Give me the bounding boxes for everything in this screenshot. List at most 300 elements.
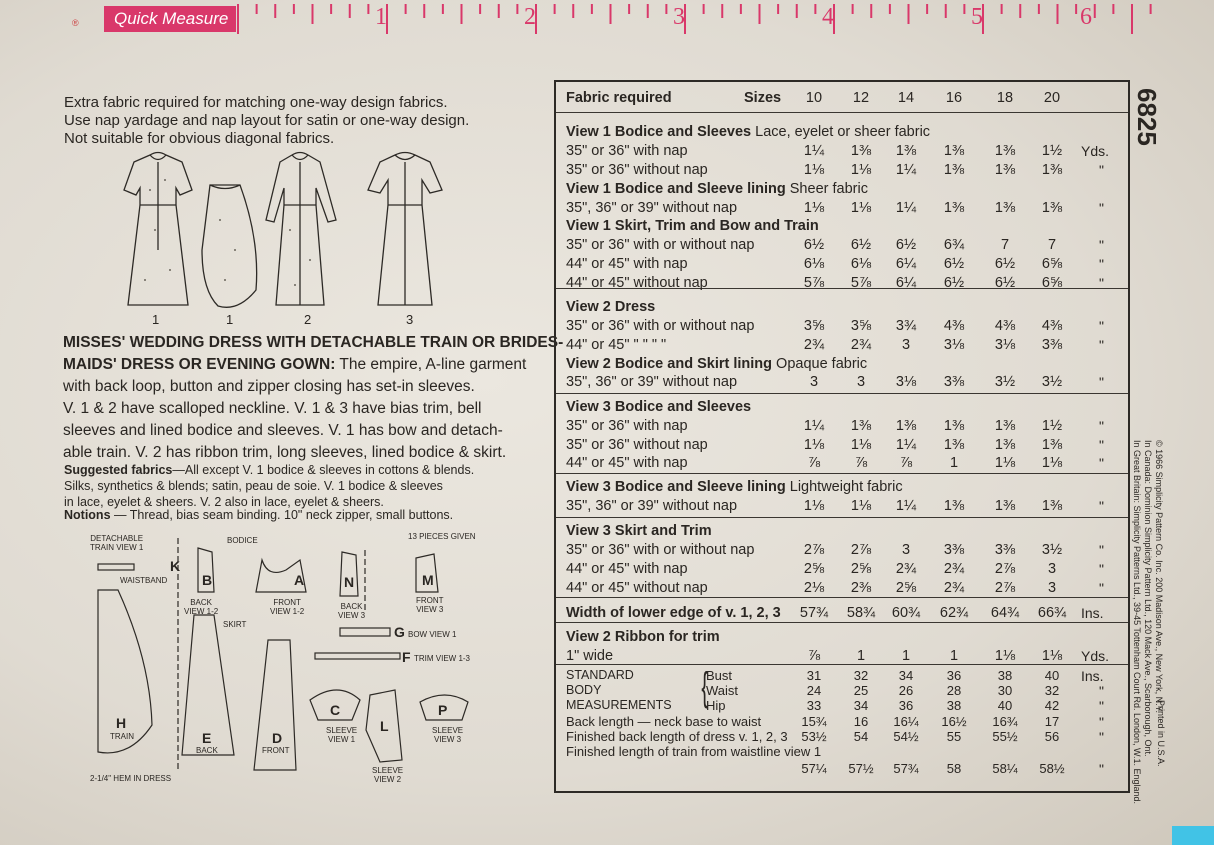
table-row-label: 44" or 45" without nap (566, 580, 708, 596)
size-header: 18 (996, 90, 1014, 106)
ruler-number: 4 (822, 4, 834, 30)
table-cell: 6⅝ (1041, 275, 1063, 291)
measurement-cell: 42 (1044, 698, 1060, 713)
table-cell: 3⅛ (994, 337, 1016, 353)
table-row-label: 35" or 36" without nap (566, 437, 708, 453)
length-cell: 16 (853, 714, 869, 729)
piece-k-label: WAISTBAND (120, 576, 168, 585)
measurement-cell: 36 (898, 698, 914, 713)
description-heading: MISSES' WEDDING DRESS WITH DETACHABLE TRAIN OR BRIDES- (63, 334, 564, 351)
row-divider (556, 622, 1128, 623)
length-cell: 57½ (848, 761, 874, 776)
table-row-label: 35", 36" or 39" without nap (566, 498, 738, 514)
table-cell: 6⅛ (850, 256, 872, 272)
table-unit: " (1099, 580, 1104, 596)
header-divider (556, 112, 1128, 113)
table-cell: 1⅜ (994, 437, 1016, 453)
table-row-label: View 3 Skirt and Trim (566, 523, 712, 539)
table-row-label: Width of lower edge of v. 1, 2, 3 (566, 605, 781, 621)
sketch-label: 1 (152, 312, 160, 327)
table-row-label: 35", 36" or 39" without nap (566, 200, 738, 216)
piece-c-label: SLEEVE VIEW 1 (326, 726, 358, 744)
ruler-number: 6 (1080, 4, 1092, 30)
table-cell: 5⅞ (803, 275, 825, 291)
notions-text: — Thread, bias seam binding. 10" neck zipper, small buttons. (110, 508, 454, 522)
table-cell: 3 (901, 542, 911, 558)
measurement-label: STANDARD (566, 668, 634, 682)
intro-line: Not suitable for obvious diagonal fabrics. (64, 130, 335, 147)
table-cell: 3⅛ (943, 337, 965, 353)
row-fabric-type: Lace, eyelet or sheer fabric (751, 124, 931, 140)
table-cell: 1¼ (803, 143, 825, 159)
table-cell: 1¼ (895, 437, 917, 453)
garment-sketches (110, 150, 540, 315)
quick-measure-badge: Quick Measure (104, 6, 236, 32)
table-cell: 1⅜ (1041, 498, 1063, 514)
sketch-label: 1 (226, 312, 234, 327)
measurement-cell: 38 (997, 668, 1013, 683)
table-cell: 6½ (850, 237, 872, 253)
table-cell: 2⅞ (994, 561, 1016, 577)
table-unit: " (1099, 729, 1104, 745)
length-cell: 55½ (992, 729, 1018, 744)
table-row-label: View 2 Ribbon for trim (566, 629, 720, 645)
table-cell: 1⅜ (895, 143, 917, 159)
table-cell: 3⅜ (994, 542, 1016, 558)
length-cell: 16¾ (992, 714, 1018, 729)
table-row-label: 35" or 36" with or without nap (566, 542, 755, 558)
table-cell: 6⅝ (1041, 256, 1063, 272)
table-unit: " (1099, 714, 1104, 730)
table-row-label: 35" or 36" with or without nap (566, 318, 755, 334)
table-unit: " (1099, 761, 1104, 777)
ruler-number: 3 (673, 4, 685, 30)
sketch-view-1-dress (124, 153, 192, 306)
row-divider (556, 597, 1128, 598)
table-cell: 3½ (1041, 542, 1063, 558)
table-cell: 1⅜ (1041, 200, 1063, 216)
table-cell: 66¾ (1037, 605, 1067, 621)
sizes-label: Sizes (744, 90, 782, 106)
table-cell: 1¼ (895, 162, 917, 178)
table-unit: " (1099, 698, 1104, 714)
table-cell: 6½ (895, 237, 917, 253)
length-cell: 58¼ (992, 761, 1018, 776)
copyright-line: © 1966 Simplicity Pattern Co. Inc. 200 Madison Ave., New York, N.Y. (1154, 440, 1164, 713)
table-cell: 1⅜ (850, 143, 872, 159)
piece-n-label: BACK VIEW 3 (338, 602, 366, 620)
measurement-part: Bust (706, 668, 733, 683)
table-cell: 1¼ (895, 200, 917, 216)
row-divider (556, 664, 1128, 665)
table-cell: 2⅜ (850, 580, 872, 596)
table-cell: 1⅛ (850, 162, 872, 178)
length-cell: 54 (853, 729, 869, 744)
table-cell: 1⅛ (1041, 648, 1063, 664)
measurement-cell: 24 (806, 683, 822, 698)
sketch-label: 2 (304, 312, 312, 327)
blue-tab (1172, 826, 1214, 845)
size-header: 14 (897, 90, 915, 106)
table-cell: 3⅜ (1041, 337, 1063, 353)
table-cell: 1⅛ (850, 200, 872, 216)
table-cell: 1¼ (803, 418, 825, 434)
table-cell: 2⅛ (803, 580, 825, 596)
description-heading: MAIDS' DRESS OR EVENING GOWN: (63, 356, 336, 373)
table-cell: 1⅜ (994, 143, 1016, 159)
description-text: with back loop, button and zipper closing has set-in sleeves. (63, 378, 475, 395)
table-cell: 3 (809, 374, 819, 390)
table-cell: 2⅞ (994, 580, 1016, 596)
pattern-number: 6825 (1132, 88, 1162, 146)
copyright-line: In Great Britain: Simplicity Patterns Ltd., 39-45 Tottenham Court Rd. London, W.1. England. (1132, 440, 1142, 805)
table-cell: 3 (901, 337, 911, 353)
table-cell: 1⅛ (994, 455, 1016, 471)
table-cell: 3½ (994, 374, 1016, 390)
length-label: Finished length of train from waistline view 1 (566, 744, 822, 759)
table-cell: 3½ (1041, 374, 1063, 390)
ruler-number: 5 (971, 4, 983, 30)
length-cell: 56 (1044, 729, 1060, 744)
table-cell: 7 (1047, 237, 1057, 253)
table-row-label: 35" or 36" with or without nap (566, 237, 755, 253)
table-unit: " (1099, 455, 1104, 471)
table-row-label: View 1 Skirt, Trim and Bow and Train (566, 218, 819, 234)
table-cell: 3⅜ (943, 542, 965, 558)
measurement-cell: 40 (997, 698, 1013, 713)
measurement-cell: 36 (946, 668, 962, 683)
table-cell: 6¼ (895, 275, 917, 291)
table-cell: 1⅛ (803, 200, 825, 216)
length-cell: 15¾ (801, 714, 827, 729)
ruler-ticks (104, 0, 1214, 38)
table-row-label: 35" or 36" with nap (566, 418, 688, 434)
table-unit: Ins. (1081, 605, 1104, 621)
table-cell: 6½ (994, 256, 1016, 272)
table-row-label: 44" or 45" " " " " (566, 337, 667, 353)
table-unit: " (1099, 542, 1104, 558)
piece-f-letter: F (402, 649, 411, 665)
table-cell: 1 (856, 648, 866, 664)
table-cell: 7 (1000, 237, 1010, 253)
table-cell: 3¾ (895, 318, 917, 334)
table-cell: 1⅛ (850, 498, 872, 514)
measurement-cell: 34 (898, 668, 914, 683)
table-cell: 2¾ (943, 580, 965, 596)
size-header: 20 (1043, 90, 1061, 106)
table-cell: 1⅜ (1041, 437, 1063, 453)
row-fabric-type: Lightweight fabric (785, 479, 903, 495)
table-unit: " (1099, 498, 1104, 514)
table-unit: " (1099, 683, 1104, 699)
table-cell: 1⅛ (1041, 455, 1063, 471)
piece-a-letter: A (294, 572, 305, 588)
table-unit: " (1099, 200, 1104, 216)
piece-d-label: FRONT (262, 746, 290, 755)
registered-mark: ® (72, 18, 79, 28)
piece-l-letter: L (380, 718, 389, 734)
table-cell: 1⅛ (803, 162, 825, 178)
table-unit: " (1099, 418, 1104, 434)
length-cell: 55 (946, 729, 962, 744)
length-cell: 53½ (801, 729, 827, 744)
piece-d-letter: D (272, 730, 283, 746)
table-row-label: 1" wide (566, 648, 614, 664)
notions (64, 508, 453, 522)
table-cell: 1⅛ (850, 437, 872, 453)
table-unit: " (1099, 437, 1104, 453)
table-cell: 3⅝ (850, 318, 872, 334)
quick-measure-ruler (104, 0, 1214, 38)
size-header: 10 (805, 90, 823, 106)
sketch-view-2-dress (266, 153, 336, 306)
measurement-cell: 40 (1044, 668, 1060, 683)
measurement-cell: 33 (806, 698, 822, 713)
table-row-label: View 2 Bodice and Skirt lining Opaque fabric (566, 356, 868, 372)
length-cell: 57¾ (893, 761, 919, 776)
table-unit: " (1099, 237, 1104, 253)
piece-k-letter: K (170, 558, 181, 574)
measurement-cell: 32 (853, 668, 869, 683)
table-cell: 1⅛ (803, 437, 825, 453)
table-cell: 2⅝ (850, 561, 872, 577)
table-cell: 1½ (1041, 418, 1063, 434)
length-label: Finished back length of dress v. 1, 2, 3 (566, 729, 788, 744)
table-cell: 4⅜ (994, 318, 1016, 334)
length-label: Back length — neck base to waist (566, 714, 762, 729)
table-cell: 60¾ (891, 605, 921, 621)
fabric-requirements-table (554, 80, 1130, 793)
printed-in: Printed in U.S.A. (1156, 700, 1166, 767)
table-row-label: View 2 Dress (566, 299, 656, 315)
size-header: 16 (945, 90, 963, 106)
table-row-label: View 3 Bodice and Sleeves (566, 399, 752, 415)
size-header: 12 (852, 90, 870, 106)
table-cell: 1⅜ (994, 418, 1016, 434)
table-cell: 3⅛ (895, 374, 917, 390)
pattern-description (63, 332, 564, 464)
measurement-part: Waist (706, 683, 739, 698)
description-text: The empire, A-line garment (335, 356, 527, 373)
pieces-count: 13 PIECES GIVEN (408, 532, 476, 541)
table-unit: " (1099, 561, 1104, 577)
hem-note: 2-1/4" HEM IN DRESS (90, 774, 172, 783)
description-text: sleeves and lined bodice and sleeves. V. 1 has bow and detach- (63, 422, 503, 439)
piece-g-letter: G (394, 624, 405, 640)
table-row-label: 35", 36" or 39" without nap (566, 374, 738, 390)
table-cell: 3 (1047, 561, 1057, 577)
table-cell: 1½ (1041, 143, 1063, 159)
piece-m-letter: M (422, 572, 434, 588)
table-row-label: View 3 Bodice and Sleeve lining Lightweight fabric (566, 479, 903, 495)
measurement-brace: { (701, 665, 709, 709)
copyright-line: In Canada: Dominion Simplicity Pattern Ltd., 120 Mack Ave., Scarborough, Ont. (1143, 440, 1153, 757)
table-row-label: 44" or 45" with nap (566, 455, 688, 471)
ruler-number: 2 (524, 4, 536, 30)
row-fabric-type: Sheer fabric (785, 181, 868, 197)
row-divider (556, 517, 1128, 518)
table-cell: 6½ (994, 275, 1016, 291)
table-cell: 1¼ (895, 498, 917, 514)
table-unit: " (1099, 374, 1104, 390)
sketch-view-3-dress (368, 153, 442, 306)
table-cell: 3⅝ (803, 318, 825, 334)
table-cell: 1⅜ (943, 437, 965, 453)
table-cell: 58¾ (846, 605, 876, 621)
table-cell: 57¾ (799, 605, 829, 621)
table-cell: ⅞ (807, 648, 821, 664)
piece-b-label: BACK VIEW 1-2 (184, 598, 219, 616)
measurement-cell: 31 (806, 668, 822, 683)
row-divider (556, 393, 1128, 394)
length-cell: 54½ (893, 729, 919, 744)
length-cell: 17 (1044, 714, 1060, 729)
piece-a-label: FRONT VIEW 1-2 (270, 598, 305, 616)
table-cell: 1 (949, 455, 959, 471)
description-text: V. 1 & 2 have scalloped neckline. V. 1 & 3 have bias trim, bell (63, 400, 482, 417)
piece-p-label: SLEEVE VIEW 3 (432, 726, 464, 744)
table-unit: Yds. (1081, 143, 1110, 159)
measurement-cell: 30 (997, 683, 1013, 698)
ruler-number: 1 (375, 4, 387, 30)
table-cell: 3 (856, 374, 866, 390)
table-cell: 2¾ (850, 337, 872, 353)
measurement-cell: 32 (1044, 683, 1060, 698)
table-cell: 1⅜ (994, 162, 1016, 178)
piece-e-label: BACK (196, 746, 218, 755)
piece-p-letter: P (438, 702, 448, 718)
table-row-label: 35" or 36" with nap (566, 143, 688, 159)
table-cell: 6½ (943, 256, 965, 272)
piece-g-label: BOW VIEW 1 (408, 630, 457, 639)
table-cell: 1⅜ (943, 498, 965, 514)
table-cell: 2⅝ (895, 580, 917, 596)
description-text: able train. V. 2 has ribbon trim, long sleeves, lined bodice & skirt. (63, 444, 507, 461)
table-cell: 6½ (803, 237, 825, 253)
sketch-view-1-train (202, 185, 257, 307)
intro-line: Use nap yardage and nap layout for satin or one-way design. (64, 112, 470, 129)
table-cell: 64¾ (990, 605, 1020, 621)
table-cell: 1⅜ (994, 498, 1016, 514)
table-row-label: View 1 Bodice and Sleeves Lace, eyelet or sheer fabric (566, 124, 931, 140)
piece-h-label: TRAIN (110, 732, 134, 741)
fabrics-text: Silks, synthetics & blends; satin, peau de soie. V. 1 bodice & sleeves (64, 479, 443, 493)
table-cell: 3 (1047, 580, 1057, 596)
measurement-cell: 38 (946, 698, 962, 713)
fabrics-text: —All except V. 1 bodice & sleeves in cottons & blends. (172, 463, 475, 477)
table-cell: 5⅞ (850, 275, 872, 291)
table-unit: " (1099, 256, 1104, 272)
piece-n-letter: N (344, 574, 355, 590)
table-cell: 2⅞ (850, 542, 872, 558)
intro-notes (64, 94, 504, 148)
row-divider (556, 473, 1128, 474)
table-cell: 6¼ (895, 256, 917, 272)
table-unit: Ins. (1081, 668, 1104, 684)
table-row-label: 44" or 45" with nap (566, 561, 688, 577)
table-cell: 4⅜ (1041, 318, 1063, 334)
table-cell: 1 (901, 648, 911, 664)
measurement-cell: 28 (946, 683, 962, 698)
table-cell: 1⅛ (803, 498, 825, 514)
length-cell: 57¼ (801, 761, 827, 776)
table-cell: 1⅜ (943, 162, 965, 178)
table-row-label: View 1 Bodice and Sleeve lining Sheer fabric (566, 181, 868, 197)
table-unit: " (1099, 318, 1104, 334)
table-unit: Yds. (1081, 648, 1110, 664)
table-row-label: 35" or 36" without nap (566, 162, 708, 178)
fabrics-text: in lace, eyelet & sheers. V. 2 also in lace, eyelet & sheers. (64, 495, 384, 509)
table-cell: ⅞ (807, 455, 821, 471)
table-cell: ⅞ (854, 455, 868, 471)
table-cell: 6⅛ (803, 256, 825, 272)
notions-label: Notions (64, 508, 111, 522)
measurement-cell: 26 (898, 683, 914, 698)
pattern-pieces-diagram (90, 530, 510, 785)
length-cell: 16½ (941, 714, 967, 729)
length-cell: 16¼ (893, 714, 919, 729)
intro-line: Extra fabric required for matching one-way design fabrics. (64, 94, 448, 111)
piece-f-label: TRIM VIEW 1-3 (414, 654, 471, 663)
measurement-label: MEASUREMENTS (566, 698, 672, 712)
table-cell: 1⅜ (895, 418, 917, 434)
measurement-cell: 34 (853, 698, 869, 713)
length-cell: 58 (946, 761, 962, 776)
table-cell: 1⅜ (943, 200, 965, 216)
table-row-label: 44" or 45" with nap (566, 256, 688, 272)
piece-m-label: FRONT VIEW 3 (416, 596, 444, 614)
table-cell: 1⅜ (943, 143, 965, 159)
table-title: Fabric required (566, 90, 672, 106)
table-cell: 4⅜ (943, 318, 965, 334)
table-cell: 1⅜ (994, 200, 1016, 216)
table-cell: 1⅜ (943, 418, 965, 434)
piece-c-letter: C (330, 702, 341, 718)
table-row-label: 44" or 45" without nap (566, 275, 708, 291)
table-cell: 2⅝ (803, 561, 825, 577)
detachable-train-label: DETACHABLE TRAIN VIEW 1 (90, 534, 144, 552)
length-cell: 58½ (1039, 761, 1065, 776)
table-unit: " (1099, 162, 1104, 178)
table-cell: 2⅞ (803, 542, 825, 558)
table-unit: " (1099, 337, 1104, 353)
table-cell: ⅞ (899, 455, 913, 471)
suggested-fabrics (64, 462, 514, 510)
table-cell: 62¾ (939, 605, 969, 621)
measurement-part: Hip (706, 698, 726, 713)
table-cell: 6¾ (943, 237, 965, 253)
row-fabric-type: Opaque fabric (772, 356, 868, 372)
table-cell: 2¾ (943, 561, 965, 577)
fabrics-label: Suggested fabrics (64, 463, 173, 477)
table-cell: 1⅛ (994, 648, 1016, 664)
table-cell: 2¾ (895, 561, 917, 577)
bodice-label: BODICE (227, 536, 258, 545)
table-cell: 1 (949, 648, 959, 664)
table-cell: 2¾ (803, 337, 825, 353)
measurement-label: BODY (566, 683, 602, 697)
piece-h-letter: H (116, 715, 127, 731)
table-cell: 1⅜ (850, 418, 872, 434)
sketch-label: 3 (406, 312, 414, 327)
skirt-label: SKIRT (223, 620, 247, 629)
table-unit: " (1099, 275, 1104, 291)
piece-l-label: SLEEVE VIEW 2 (372, 766, 404, 784)
table-cell: 6½ (943, 275, 965, 291)
piece-b-letter: B (202, 572, 213, 588)
table-cell: 3⅜ (943, 374, 965, 390)
measurement-cell: 25 (853, 683, 869, 698)
